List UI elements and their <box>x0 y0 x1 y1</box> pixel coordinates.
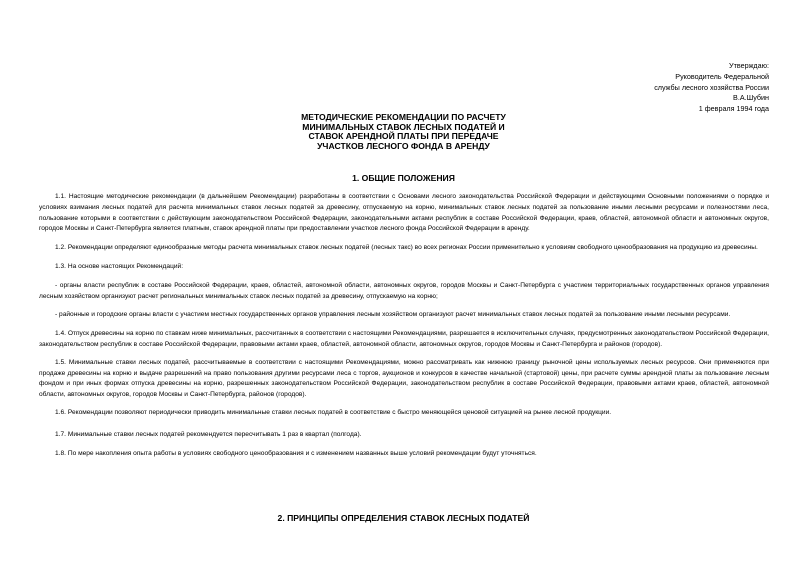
paragraph: 1.8. По мере накопления опыта работы в условиях свободного ценообразования и с изменением названных выше условий рекомендации будут уточняться. <box>55 449 537 457</box>
document-title <box>0 113 807 151</box>
approval-line: Утверждаю: <box>729 61 769 70</box>
section-body <box>39 192 769 468</box>
paragraph: - органы власти республик в составе Российской Федерации, краев, областей, автономной области, автономных округов, городов Москвы и Санкт-Петербурга с участием территориальных государственных органов управления лесным хозяйством организуют расчет региональных минимальных ставок лесных податей за древесину, отпускаемую на корню; <box>39 282 769 301</box>
approval-line: Руководитель Федеральной <box>675 71 769 81</box>
title-line: МЕТОДИЧЕСКИЕ РЕКОМЕНДАЦИИ ПО РАСЧЕТУ <box>301 112 506 122</box>
title-line: МИНИМАЛЬНЫХ СТАВОК ЛЕСНЫХ ПОДАТЕЙ И <box>302 121 505 132</box>
paragraph: 1.3. На основе настоящих Рекомендаций: <box>55 263 184 271</box>
approval-block <box>654 61 769 115</box>
approval-line: службы лесного хозяйства России <box>654 82 769 92</box>
section-heading: 2. ПРИНЦИПЫ ОПРЕДЕЛЕНИЯ СТАВОК ЛЕСНЫХ ПОДАТЕЙ <box>277 513 530 523</box>
paragraph: - районные и городские органы власти с участием местных государственных органов управления лесным хозяйством организуют расчет минимальных ставок лесных податей за пользование иными лесными ресурсами. <box>55 310 731 318</box>
approval-signatory: В.А.Шубин <box>733 93 769 103</box>
paragraph: 1.4. Отпуск древесины на корню по ставкам ниже минимальных, рассчитанных в соответствии с настоящими Рекомендациями, разрешается в исключительных случаях, предусмотренных законодательством Российской Федерации, законодательством республик в составе Российской Федерации, правовыми актами краев, областей, автономной области, автономных округов, городов Москвы и Санкт-Петербурга и районов (городов). <box>39 330 769 348</box>
title-line: УЧАСТКОВ ЛЕСНОГО ФОНДА В АРЕНДУ <box>317 140 490 151</box>
paragraph: 1.5. Минимальные ставки лесных податей, рассчитываемые в соответствии с настоящими Рекомендациями, можно рассматривать как нижнюю границу рыночной цены используемых лесных ресурсов. Они применяются при продаже древесины на корню и выдаче разрешений на право пользования другими ресурсами леса с торгов, аукционов и конкурсов в качестве начальной (стартовой) цены, при расчете суммы арендной платы за пользование лесным фондом и при иных формах отпуска древесины на корню, разрешенных законодательством Российской Федерации, законодательством республик в составе Российской Федерации, правовыми актами краев, областей, автономной области, автономных округов, городов Москвы и Санкт-Петербурга, районов (городов). <box>39 358 769 399</box>
title-line: СТАВОК АРЕНДНОЙ ПЛАТЫ ПРИ ПЕРЕДАЧЕ <box>308 131 499 142</box>
paragraph: 1.6. Рекомендации позволяют периодически приводить минимальные ставки лесных податей в соответствие с быстро меняющейся ценовой ситуацией на рынке лесной продукции. <box>55 408 612 416</box>
approval-date: 1 февраля 1994 года <box>698 104 769 114</box>
section-heading: 1. ОБЩИЕ ПОЛОЖЕНИЯ <box>352 173 455 183</box>
paragraph: 1.7. Минимальные ставки лесных податей рекомендуется пересчитывать 1 раз в квартал (полгода). <box>55 430 362 438</box>
paragraph: 1.2. Рекомендации определяют единообразные методы расчета минимальных ставок лесных податей (лесных такс) во всех регионах России применительно к условиям свободного ценообразования на продукцию из древесины. <box>55 243 758 251</box>
paragraph: 1.1. Настоящие методические рекомендации (в дальнейшем Рекомендации) разработаны в соответствии с Основами лесного законодательства Российской Федерации и действующими Основными положениями о порядке и условиях взимания лесных податей для расчета минимальных ставок лесных податей за древесину, отпускаемую на корню, минимальных ставок лесных податей за пользование иными лесными ресурсами и полезностями леса, пользование которыми в соответствии с действующим законодательством Российской Федерации, законодательными актами республик в составе Российской Федерации, краев, областей, автономной области и автономных округов, городов Москвы и Санкт-Петербурга является платным, ставок арендной платы при предоставлении участков лесного фонда Российской Федерации в аренду. <box>39 193 769 233</box>
